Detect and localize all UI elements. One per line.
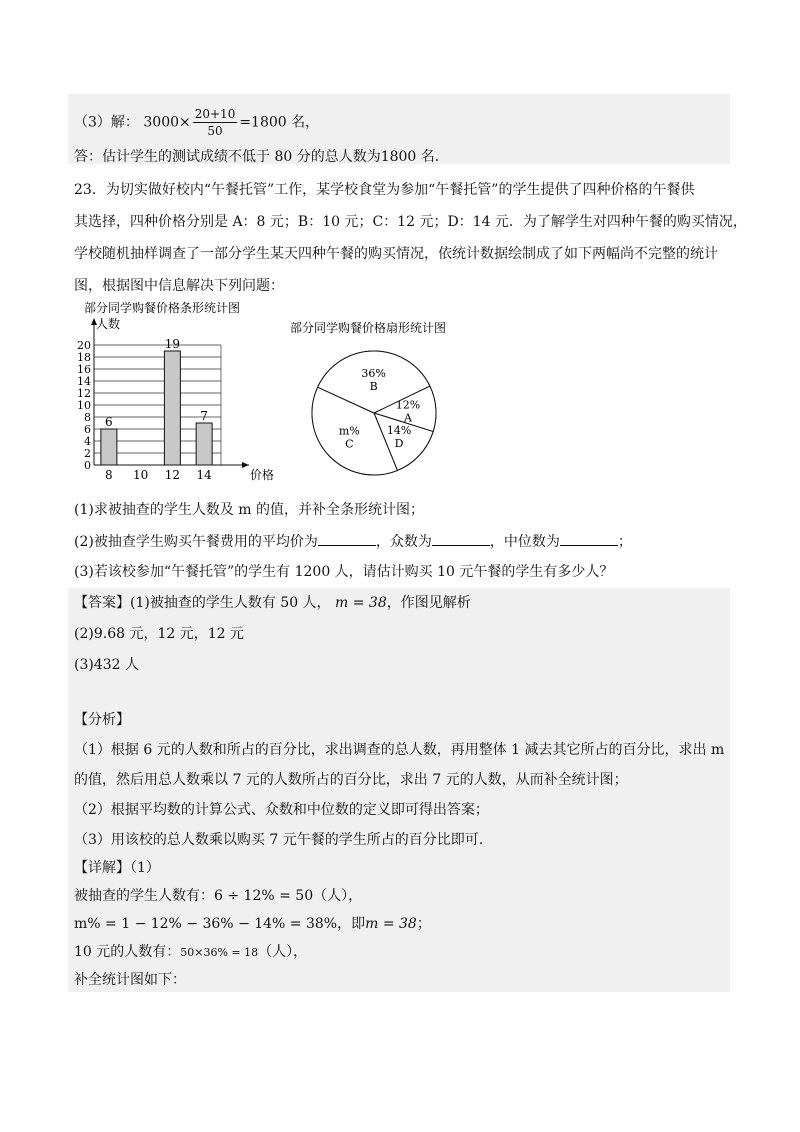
fraction: $\frac{20+10}{50}$ [194,107,236,138]
analysis-line-3: （2）根据平均数的计算公式、众数和中位数的定义即可得出答案； [74,802,489,818]
detail-line-3: 10 元的人数有：50×36% = 18（人）， [74,944,308,960]
blank-mode [432,531,490,546]
pie-category-label: A [404,411,412,425]
detail-line-4: 补全统计图如下： [74,972,186,988]
y-axis-label: 人数 [96,317,121,331]
pie-chart [284,318,484,488]
bar-14 [196,423,212,465]
answer-line-2: (2)9.68 元，12 元，12 元 [74,626,244,642]
answer-line-3: (3)432 人 [74,657,140,673]
pie-percent-label: 12% [395,398,421,412]
bar-12 [164,351,180,465]
question-line-2: 其选择，四种价格分别是 A：8 元；B：10 元；C：12 元；D：14 元．为了解学生对四种午餐的购买情况， [74,214,747,230]
detail-title: 【详解】（1） [74,860,160,876]
y-tick-label: 6 [84,423,91,436]
bar-chart [64,298,294,488]
subquestion-3: (3)若该校参加“午餐托管”的学生有 1200 人，请估计购买 10 元午餐的学生有多少人？ [74,564,614,580]
y-tick-label: 2 [84,447,91,460]
subquestion-2: (2)被抽查学生购买午餐费用的平均价为 ，众数为 ，中位数为 ； [74,531,632,552]
pie-category-label: C [345,437,354,451]
pie-category-label: D [394,437,404,451]
part3-solution: （3）解： 3000× $\frac{20+10}{50}$ =1800 名， [74,107,320,138]
y-tick-label: 0 [84,459,91,472]
x-axis-arrow [242,462,249,468]
blank-median [560,531,618,546]
detail-line-2: m% = 1 − 12% − 36% − 14% = 38%，即m = 38； [74,916,431,932]
y-tick-label: 10 [77,399,91,412]
x-tick-label: 12 [164,468,181,482]
y-tick-label: 12 [77,387,91,400]
analysis-line-2: 的值，然后用总人数乘以 7 元的人数所占的百分比，求出 7 元的人数，从而补全统计图； [74,772,628,788]
question-line-3: 学校随机抽样调查了一部分学生某天四种午餐的购买情况，依统计数据绘制成了如下两幅尚不完整的统计 [74,246,718,262]
bar-chart-title: 部分同学购餐价格条形统计图 [84,301,241,315]
pie-category-label: B [369,379,378,393]
detail-line-1: 被抽查的学生人数有：6 ÷ 12% = 50（人）， [74,888,363,904]
y-tick-label: 4 [84,435,91,448]
analysis-title: 【分析】 [74,712,130,728]
pie-percent-label: 36% [361,366,386,380]
bar-data-label: 7 [200,409,208,423]
question-line-4: 图，根据图中信息解决下列问题： [74,278,284,294]
answer-line-1: 【答案】(1)被抽查的学生人数有 50 人， m = 38，作图见解析 [74,595,471,611]
y-tick-label: 8 [84,411,91,424]
x-axis-label: 价格 [250,468,275,482]
x-tick-label: 8 [105,468,113,482]
analysis-line-4: （3）用该校的总人数乘以购买 7 元午餐的学生所占的百分比即可. [74,832,484,848]
y-tick-label: 16 [77,363,91,376]
blank-average [318,531,376,546]
pie-percent-label: 14% [386,424,412,438]
answer-statement: 答：估计学生的测试成绩不低于 80 分的总人数为1800 名. [74,149,440,165]
x-tick-label: 14 [196,468,212,482]
y-tick-label: 14 [77,375,91,388]
x-tick-label: 10 [132,468,149,482]
bar-data-label: 19 [164,337,181,351]
pie-chart-title: 部分同学购餐价格扇形统计图 [290,321,447,335]
bar-data-label: 6 [105,415,113,429]
y-tick-label: 20 [77,339,91,352]
pie-percent-label: m% [338,424,360,438]
question-line-1: 23．为切实做好校内“午餐托管”工作，某学校食堂为参加“午餐托管”的学生提供了四种价格的午餐供 [74,182,695,198]
analysis-line-1: （1）根据 6 元的人数和所占的百分比，求出调查的总人数，再用整体 1 减去其它所占的百分比，求出 m [74,742,725,758]
y-tick-label: 18 [77,351,91,364]
bar-8 [101,429,117,465]
subquestion-1: (1)求被抽查的学生人数及 m 的值，并补全条形统计图； [74,502,425,518]
